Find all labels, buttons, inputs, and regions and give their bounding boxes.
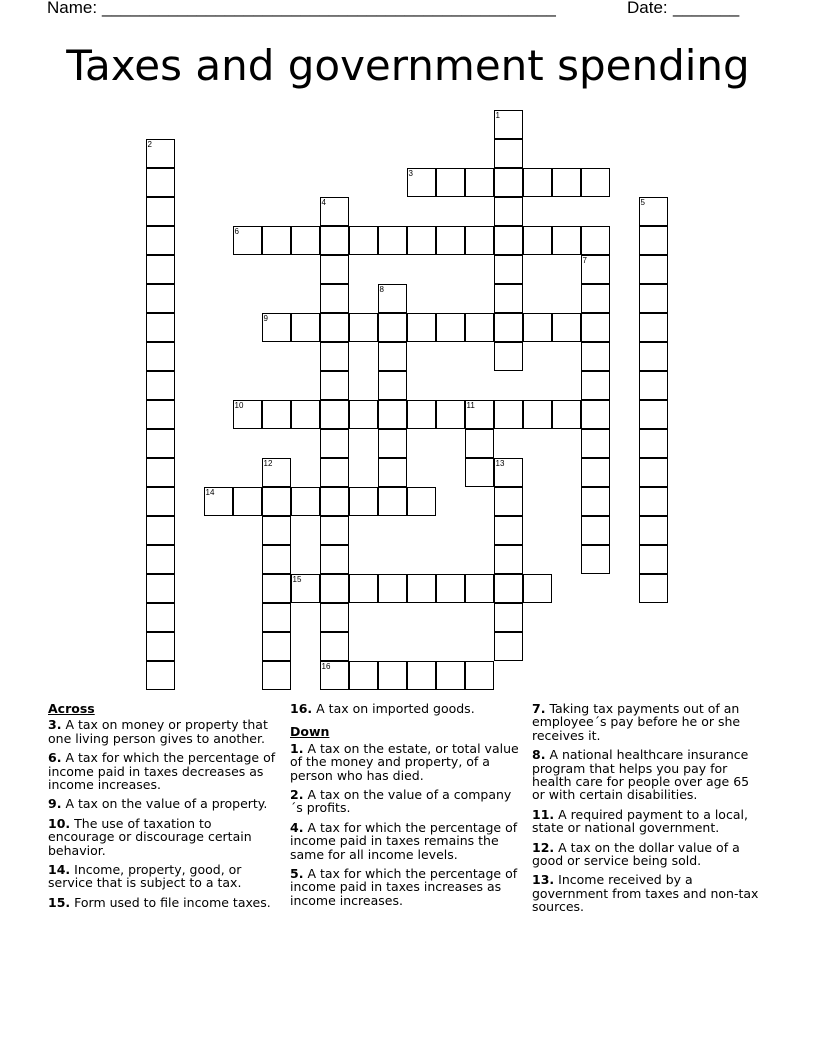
grid-cell[interactable] [291, 574, 320, 603]
grid-cell[interactable] [494, 400, 523, 429]
grid-cell[interactable] [349, 487, 378, 516]
grid-cell[interactable] [378, 400, 407, 429]
grid-cell[interactable] [581, 371, 610, 400]
clues-column-2 [290, 702, 522, 913]
grid-cell[interactable] [146, 661, 175, 690]
grid-cell[interactable] [378, 342, 407, 371]
cell-number: 13 [495, 458, 505, 468]
grid-cell[interactable] [146, 139, 175, 168]
grid-cell[interactable] [407, 487, 436, 516]
grid-cell[interactable] [407, 400, 436, 429]
grid-cell[interactable] [639, 342, 668, 371]
grid-cell[interactable] [378, 661, 407, 690]
grid-cell[interactable] [349, 574, 378, 603]
name-line[interactable]: ________________________________________________ [102, 0, 556, 17]
grid-cell[interactable] [146, 603, 175, 632]
grid-cell[interactable] [407, 574, 436, 603]
cell-number: 6 [234, 226, 239, 236]
grid-cell[interactable] [494, 139, 523, 168]
grid-cell[interactable] [233, 400, 262, 429]
clue-down-12: 12. A tax on the dollar value of a good or service being sold. [532, 839, 740, 869]
grid-cell[interactable] [146, 284, 175, 313]
grid-cell[interactable] [320, 429, 349, 458]
grid-cell[interactable] [378, 429, 407, 458]
grid-cell[interactable] [465, 458, 494, 487]
grid-cell[interactable] [494, 458, 523, 487]
grid-cell[interactable] [639, 226, 668, 255]
grid-cell[interactable] [436, 313, 465, 342]
page-title: Taxes and government spending [66, 41, 750, 90]
grid-cell[interactable] [494, 313, 523, 342]
grid-cell[interactable] [320, 632, 349, 661]
grid-cell[interactable] [262, 487, 291, 516]
grid-cell[interactable] [494, 197, 523, 226]
grid-cell[interactable] [262, 400, 291, 429]
grid-cell[interactable] [146, 487, 175, 516]
grid-cell[interactable] [378, 371, 407, 400]
grid-cell[interactable] [262, 545, 291, 574]
clue-down-5: 5. A tax for which the percentage of income paid in taxes increases as income increases. [290, 866, 518, 908]
clue-down-11: 11. A required payment to a local, state or national government. [532, 806, 748, 836]
grid-cell[interactable] [581, 284, 610, 313]
grid-cell[interactable] [465, 429, 494, 458]
grid-cell[interactable] [291, 400, 320, 429]
grid-cell[interactable] [639, 400, 668, 429]
grid-cell[interactable] [523, 574, 552, 603]
grid-cell[interactable] [494, 632, 523, 661]
grid-cell[interactable] [262, 313, 291, 342]
grid-cell[interactable] [291, 487, 320, 516]
cell-number: 8 [379, 284, 384, 294]
grid-cell[interactable] [378, 313, 407, 342]
grid-cell[interactable] [581, 168, 610, 197]
grid-cell[interactable] [581, 429, 610, 458]
clues-column-3 [532, 702, 764, 920]
date-line[interactable]: _______ [673, 0, 740, 17]
grid-cell[interactable] [494, 284, 523, 313]
grid-cell[interactable] [581, 400, 610, 429]
grid-cell[interactable] [436, 661, 465, 690]
grid-cell[interactable] [494, 226, 523, 255]
grid-cell[interactable] [639, 545, 668, 574]
grid-cell[interactable] [320, 458, 349, 487]
grid-cell[interactable] [639, 197, 668, 226]
cell-number: 5 [640, 197, 645, 207]
clue-across-6: 6. A tax for which the percentage of income paid in taxes decreases as income increases. [48, 750, 276, 793]
grid-cell[interactable] [320, 371, 349, 400]
grid-cell[interactable] [639, 458, 668, 487]
grid-cell[interactable] [146, 574, 175, 603]
grid-cell[interactable] [581, 226, 610, 255]
cell-number: 15 [292, 574, 302, 584]
grid-cell[interactable] [639, 284, 668, 313]
grid-cell[interactable] [378, 226, 407, 255]
grid-cell[interactable] [639, 487, 668, 516]
grid-cell[interactable] [552, 168, 581, 197]
grid-cell[interactable] [465, 226, 494, 255]
grid-cell[interactable] [349, 313, 378, 342]
grid-cell[interactable] [146, 632, 175, 661]
grid-cell[interactable] [581, 458, 610, 487]
grid-cell[interactable] [436, 400, 465, 429]
grid-cell[interactable] [465, 313, 494, 342]
cell-number: 11 [466, 400, 475, 410]
grid-cell[interactable] [378, 574, 407, 603]
grid-cell[interactable] [320, 342, 349, 371]
grid-cell[interactable] [581, 545, 610, 574]
grid-cell[interactable] [465, 574, 494, 603]
clue-across-16: 16. A tax on imported goods. [290, 701, 475, 716]
clue-down-1: 1. A tax on the estate, or total value of the money and property, of a person who has died. [290, 740, 519, 783]
grid-cell[interactable] [233, 226, 262, 255]
grid-cell[interactable] [378, 487, 407, 516]
grid-cell[interactable] [552, 400, 581, 429]
grid-cell[interactable] [523, 400, 552, 429]
cell-number: 4 [321, 197, 326, 207]
grid-cell[interactable] [494, 110, 523, 139]
cell-number: 16 [321, 661, 331, 671]
down-heading: Down [290, 724, 330, 740]
grid-cell[interactable] [378, 458, 407, 487]
grid-cell[interactable] [320, 574, 349, 603]
grid-cell[interactable] [146, 400, 175, 429]
grid-cell[interactable] [523, 226, 552, 255]
grid-cell[interactable] [320, 255, 349, 284]
grid-cell[interactable] [146, 168, 175, 197]
clue-down-13: 13. Income received by a government from taxes and non-tax sources. [532, 872, 759, 915]
grid-cell[interactable] [146, 545, 175, 574]
grid-cell[interactable] [407, 313, 436, 342]
grid-cell[interactable] [523, 313, 552, 342]
grid-cell[interactable] [494, 574, 523, 603]
grid-cell[interactable] [233, 487, 262, 516]
grid-cell[interactable] [581, 342, 610, 371]
grid-cell[interactable] [349, 226, 378, 255]
cell-number: 10 [234, 400, 244, 410]
grid-cell[interactable] [552, 226, 581, 255]
grid-cell[interactable] [262, 574, 291, 603]
grid-cell[interactable] [436, 168, 465, 197]
clue-across-14: 14. Income, property, good, or service that is subject to a tax. [48, 862, 242, 891]
grid-cell[interactable] [639, 574, 668, 603]
grid-cell[interactable] [320, 545, 349, 574]
clue-down-2: 2. A tax on the value of a company´s profits. [290, 787, 512, 816]
grid-cell[interactable] [639, 313, 668, 342]
grid-cell[interactable] [378, 284, 407, 313]
grid-cell[interactable] [146, 342, 175, 371]
grid-cell[interactable] [581, 313, 610, 342]
grid-cell[interactable] [291, 313, 320, 342]
grid-cell[interactable] [320, 603, 349, 632]
grid-cell[interactable] [436, 574, 465, 603]
grid-cell[interactable] [494, 545, 523, 574]
cell-number: 2 [147, 139, 152, 149]
grid-cell[interactable] [407, 168, 436, 197]
grid-cell[interactable] [262, 458, 291, 487]
grid-cell[interactable] [320, 226, 349, 255]
grid-cell[interactable] [465, 661, 494, 690]
grid-cell[interactable] [581, 255, 610, 284]
grid-cell[interactable] [639, 516, 668, 545]
grid-cell[interactable] [146, 197, 175, 226]
grid-cell[interactable] [494, 487, 523, 516]
cell-number: 12 [263, 458, 273, 468]
date-label: Date: [627, 0, 668, 17]
grid-cell[interactable] [639, 371, 668, 400]
grid-cell[interactable] [465, 400, 494, 429]
name-label: Name: [47, 0, 98, 17]
grid-cell[interactable] [146, 458, 175, 487]
clue-down-7: 7. Taking tax payments out of an employee´s pay before he or she receives it. [532, 701, 741, 743]
grid-cell[interactable] [320, 487, 349, 516]
grid-cell[interactable] [262, 661, 291, 690]
grid-cell[interactable] [349, 661, 378, 690]
grid-cell[interactable] [320, 400, 349, 429]
cell-number: 14 [205, 487, 215, 497]
grid-cell[interactable] [320, 197, 349, 226]
clue-across-9: 9. A tax on the value of a property. [48, 796, 268, 812]
clue-across-15: 15. Form used to file income taxes. [48, 894, 271, 910]
grid-cell[interactable] [494, 603, 523, 632]
clue-across-10: 10. The use of taxation to encourage or discourage certain behavior. [48, 815, 252, 858]
grid-cell[interactable] [320, 516, 349, 545]
grid-cell[interactable] [494, 342, 523, 371]
clue-down-4: 4. A tax for which the percentage of income paid in taxes remains the same for all income levels. [290, 819, 518, 862]
grid-cell[interactable] [523, 168, 552, 197]
grid-cell[interactable] [262, 226, 291, 255]
clues-column-1 [48, 702, 280, 915]
grid-cell[interactable] [146, 429, 175, 458]
grid-cell[interactable] [262, 603, 291, 632]
grid-cell[interactable] [320, 284, 349, 313]
across-heading: Across [48, 701, 95, 716]
grid-cell[interactable] [494, 255, 523, 284]
grid-cell[interactable] [407, 661, 436, 690]
cell-number: 9 [263, 313, 268, 323]
grid-cell[interactable] [552, 313, 581, 342]
grid-cell[interactable] [262, 516, 291, 545]
grid-cell[interactable] [581, 487, 610, 516]
grid-cell[interactable] [407, 226, 436, 255]
grid-cell[interactable] [639, 255, 668, 284]
grid-cell[interactable] [204, 487, 233, 516]
grid-cell[interactable] [262, 632, 291, 661]
grid-cell[interactable] [494, 168, 523, 197]
grid-cell[interactable] [349, 400, 378, 429]
grid-cell[interactable] [581, 516, 610, 545]
grid-cell[interactable] [436, 226, 465, 255]
clue-across-3: 3. A tax on money or property that one living person gives to another. [48, 717, 268, 746]
grid-cell[interactable] [146, 313, 175, 342]
grid-cell[interactable] [639, 429, 668, 458]
grid-cell[interactable] [146, 371, 175, 400]
grid-cell[interactable] [146, 255, 175, 284]
grid-cell[interactable] [465, 168, 494, 197]
grid-cell[interactable] [291, 226, 320, 255]
cell-number: 1 [495, 110, 500, 120]
grid-cell[interactable] [320, 313, 349, 342]
cell-number: 3 [408, 168, 413, 178]
grid-cell[interactable] [494, 516, 523, 545]
grid-cell[interactable] [146, 226, 175, 255]
grid-cell[interactable] [320, 661, 349, 690]
clue-down-8: 8. A national healthcare insurance program that helps you pay for health care for people over age 65 or with certain disabilities. [532, 747, 750, 803]
cell-number: 7 [582, 255, 587, 265]
grid-cell[interactable] [146, 516, 175, 545]
